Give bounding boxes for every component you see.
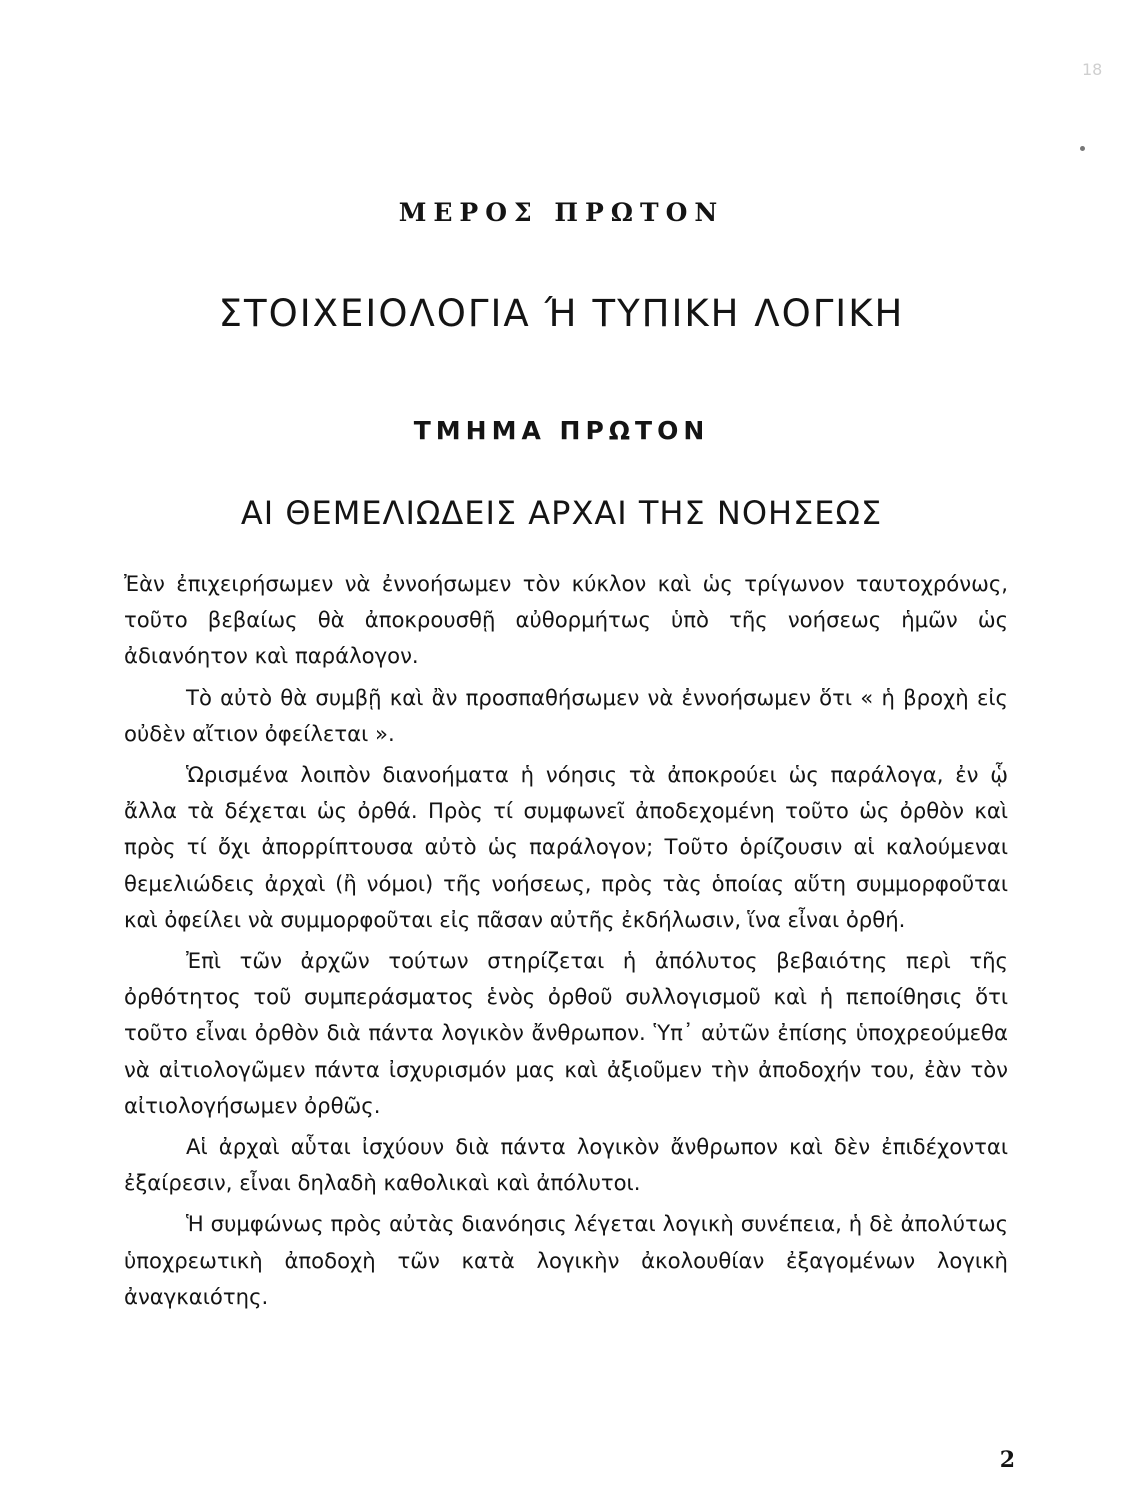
- page-number: 2: [999, 1447, 1015, 1473]
- body-text: [124, 566, 1008, 1320]
- paragraph: Ἐὰν ἐπιχειρήσωμεν νὰ ἐννοήσωμεν τὸν κύκλον καὶ ὡς τρίγωνον ταυτοχρόνως, τοῦτο βεβαίως θὰ ἀποκρουσθῇ αὐθορμήτως ὑπὸ τῆς νοήσεως ἡμῶν ὡς ἀδιανόητον καὶ παράλογον.: [124, 571, 1008, 669]
- paragraph: Ἡ συμφώνως πρὸς αὐτὰς διανόησις λέγεται λογικὴ συνέπεια, ἡ δὲ ἀπολύτως ὑποχρεωτικὴ ἀποδοχὴ τῶν κατὰ λογικὴν ἀκολουθίαν ἐξαγομένων λογικὴ ἀναγκαιότης.: [124, 1211, 1008, 1309]
- paragraph: Αἱ ἀρχαὶ αὗται ἰσχύουν διὰ πάντα λογικὸν ἄνθρωπον καὶ δὲν ἐπιδέχονται ἐξαίρεσιν, εἶναι δηλαδὴ καθολικαὶ καὶ ἀπόλυτοι.: [124, 1134, 1008, 1196]
- paragraph: Ὡρισμένα λοιπὸν διανοήματα ἡ νόησις τὰ ἀποκρούει ὡς παράλογα, ἐν ᾧ ἄλλα τὰ δέχεται ὡς ὀρθά. Πρὸς τί συμφωνεῖ ἀποδεχομένη τοῦτο ὡς ὀρθὸν καὶ πρὸς τί ὄχι ἀπορρίπτουσα αὐτὸ ὡς παράλογον; Τοῦτο ὁρίζουσιν αἱ καλούμεναι θεμελιώδεις ἀρχαὶ (ἢ νόμοι) τῆς νοήσεως, πρὸς τὰς ὁποίας αὕτη συμμορφοῦται καὶ ὀφείλει νὰ συμμορφοῦται εἰς πᾶσαν αὐτῆς ἐκδήλωσιν, ἵνα εἶναι ὀρθή.: [124, 762, 1008, 932]
- chapter-title: ΑΙ ΘΕΜΕΛΙΩΔΕΙΣ ΑΡΧΑΙ ΤΗΣ ΝΟΗΣΕΩΣ: [240, 494, 883, 532]
- main-title: ΣΤΟΙΧΕΙΟΛΟΓΙΑ Ή ΤΥΠΙΚΗ ΛΟΓΙΚΗ: [218, 292, 905, 335]
- paragraph: Ἐπὶ τῶν ἀρχῶν τούτων στηρίζεται ἡ ἀπόλυτος βεβαιότης περὶ τῆς ὀρθότητος τοῦ συμπεράσματος ἑνὸς ὀρθοῦ συλλογισμοῦ καὶ ἡ πεποίθησις ὅτι τοῦτο εἶναι ὀρθὸν διὰ πάντα λογικὸν ἄνθρωπον. Ὑπ᾽ αὐτῶν ἐπίσης ὑποχρεούμεθα νὰ αἰτιολογῶμεν πάντα ἰσχυρισμόν μας καὶ ἀξιοῦμεν τὴν ἀποδοχήν του, ἐὰν τὸν αἰτιολογήσωμεν ὀρθῶς.: [124, 948, 1008, 1118]
- speck-mark: [1080, 146, 1085, 151]
- show-through-texture: [110, 118, 1040, 140]
- part-heading: ΜΕΡΟΣ ΠΡΩΤΟΝ: [398, 198, 725, 227]
- section-heading: ΤΜΗΜΑ ΠΡΩΤΟΝ: [413, 416, 710, 445]
- corner-page-mark: 18: [1082, 60, 1103, 79]
- paragraph: Τὸ αὐτὸ θὰ συμβῇ καὶ ἂν προσπαθήσωμεν νὰ ἐννοήσωμεν ὅτι « ἡ βροχὴ εἰς οὐδὲν αἴτιον ὀφείλεται ».: [124, 684, 1008, 746]
